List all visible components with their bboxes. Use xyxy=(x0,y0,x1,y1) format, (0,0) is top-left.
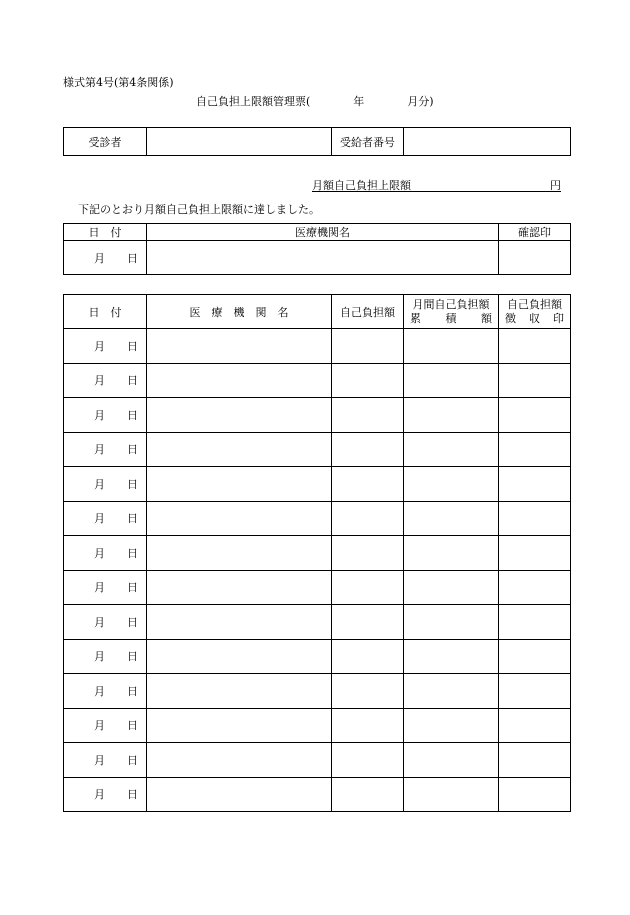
record-date-cell[interactable] xyxy=(64,639,147,674)
title-year: 年 xyxy=(353,95,365,108)
reach-stamp-cell[interactable] xyxy=(499,241,571,275)
month-label: 月 xyxy=(94,650,105,664)
record-stamp-cell[interactable] xyxy=(499,605,571,640)
record-copay-cell[interactable] xyxy=(332,536,404,571)
monthly-limit-field[interactable] xyxy=(422,177,542,191)
title-month-part: 月分) xyxy=(407,95,434,108)
month-label: 月 xyxy=(94,684,105,698)
reach-stamp-header: 確認印 xyxy=(499,224,571,241)
record-copay-cell[interactable] xyxy=(332,432,404,467)
day-label: 日 xyxy=(127,581,138,595)
day-label: 日 xyxy=(127,788,138,802)
record-copay-cell[interactable] xyxy=(332,329,404,364)
month-label: 月 xyxy=(94,581,105,595)
record-date-cell[interactable] xyxy=(64,329,147,364)
month-label: 月 xyxy=(94,615,105,629)
limit-reached-notice: 下記のとおり月額自己負担上限額に達しました。 xyxy=(78,203,320,216)
record-stamp-cell[interactable] xyxy=(499,329,571,364)
cumulative-header-char-3: 額 xyxy=(481,311,492,325)
record-date-cell[interactable] xyxy=(64,432,147,467)
record-stamp-cell[interactable] xyxy=(499,467,571,502)
record-stamp-cell[interactable] xyxy=(499,743,571,778)
table-row xyxy=(64,743,571,778)
record-cumulative-cell[interactable] xyxy=(404,363,499,398)
record-facility-cell[interactable] xyxy=(147,570,332,605)
record-date-cell[interactable] xyxy=(64,605,147,640)
record-date-cell[interactable] xyxy=(64,501,147,536)
table-row xyxy=(64,570,571,605)
reach-facility-cell[interactable] xyxy=(147,241,499,275)
stamp-header-char-3: 印 xyxy=(553,311,564,325)
table-row xyxy=(64,329,571,364)
record-cumulative-cell[interactable] xyxy=(404,398,499,433)
day-label: 日 xyxy=(127,615,138,629)
copay-record-table xyxy=(63,294,571,812)
day-label: 日 xyxy=(127,512,138,526)
record-date-header: 日 付 xyxy=(64,295,147,329)
record-copay-cell[interactable] xyxy=(332,363,404,398)
cumulative-header-char-2: 積 xyxy=(445,311,457,325)
record-cumulative-cell[interactable] xyxy=(404,708,499,743)
table-row xyxy=(64,501,571,536)
month-label: 月 xyxy=(94,477,105,491)
recipient-number-label: 受給者番号 xyxy=(332,128,404,156)
reach-date-cell[interactable] xyxy=(64,241,147,275)
record-stamp-cell[interactable] xyxy=(499,536,571,571)
monthly-limit-line xyxy=(312,177,561,192)
record-cumulative-cell[interactable] xyxy=(404,674,499,709)
month-label: 月 xyxy=(94,753,105,767)
record-facility-cell[interactable] xyxy=(147,329,332,364)
table-row xyxy=(64,605,571,640)
month-label: 月 xyxy=(94,251,105,265)
monthly-limit-label: 月額自己負担上限額 xyxy=(312,179,411,192)
record-cumulative-cell[interactable] xyxy=(404,329,499,364)
monthly-limit-unit: 円 xyxy=(550,179,561,192)
table-row xyxy=(64,432,571,467)
record-copay-header: 自己負担額 xyxy=(332,295,404,329)
day-label: 日 xyxy=(127,374,138,388)
table-row xyxy=(64,777,571,812)
month-label: 月 xyxy=(94,719,105,733)
record-cumulative-cell[interactable] xyxy=(404,467,499,502)
month-label: 月 xyxy=(94,339,105,353)
month-label: 月 xyxy=(94,408,105,422)
recipient-label: 受診者 xyxy=(64,128,147,156)
patient-info-table xyxy=(63,127,571,156)
table-row xyxy=(64,708,571,743)
record-facility-cell[interactable] xyxy=(147,432,332,467)
record-stamp-cell[interactable] xyxy=(499,570,571,605)
day-label: 日 xyxy=(127,443,138,457)
record-facility-cell[interactable] xyxy=(147,363,332,398)
title-main: 自己負担上限額管理票( xyxy=(196,95,311,108)
record-facility-cell[interactable] xyxy=(147,743,332,778)
record-cumulative-cell[interactable] xyxy=(404,536,499,571)
record-facility-cell[interactable] xyxy=(147,605,332,640)
table-row xyxy=(64,467,571,502)
table-row xyxy=(64,674,571,709)
reach-facility-header: 医療機関名 xyxy=(147,224,499,241)
table-row xyxy=(64,363,571,398)
cumulative-header-char-1: 累 xyxy=(410,311,421,325)
record-stamp-cell[interactable] xyxy=(499,639,571,674)
record-copay-cell[interactable] xyxy=(332,743,404,778)
month-label: 月 xyxy=(94,546,105,560)
record-copay-cell[interactable] xyxy=(332,570,404,605)
record-stamp-cell[interactable] xyxy=(499,363,571,398)
day-label: 日 xyxy=(127,339,138,353)
limit-reached-table xyxy=(63,223,571,275)
record-cumulative-cell[interactable] xyxy=(404,777,499,812)
record-cumulative-cell[interactable] xyxy=(404,432,499,467)
record-stamp-cell[interactable] xyxy=(499,777,571,812)
record-stamp-cell[interactable] xyxy=(499,432,571,467)
record-copay-cell[interactable] xyxy=(332,501,404,536)
record-stamp-cell[interactable] xyxy=(499,501,571,536)
record-facility-cell[interactable] xyxy=(147,398,332,433)
day-label: 日 xyxy=(127,753,138,767)
form-label: 様式第4号(第4条関係) xyxy=(63,76,174,89)
record-copay-cell[interactable] xyxy=(332,708,404,743)
month-label: 月 xyxy=(94,788,105,802)
month-label: 月 xyxy=(94,443,105,457)
day-label: 日 xyxy=(127,546,138,560)
record-cumulative-cell[interactable] xyxy=(404,743,499,778)
record-facility-cell[interactable] xyxy=(147,501,332,536)
table-row xyxy=(64,398,571,433)
record-date-cell[interactable] xyxy=(64,674,147,709)
stamp-header-line1: 自己負担額 xyxy=(507,297,562,311)
record-date-cell[interactable] xyxy=(64,708,147,743)
page-title xyxy=(196,93,446,109)
stamp-header-char-1: 徴 xyxy=(505,311,516,325)
record-date-cell[interactable] xyxy=(64,467,147,502)
recipient-number-field[interactable] xyxy=(404,128,571,156)
record-stamp-header xyxy=(499,295,571,329)
record-date-cell[interactable] xyxy=(64,743,147,778)
record-facility-cell[interactable] xyxy=(147,467,332,502)
stamp-header-char-2: 収 xyxy=(529,311,540,325)
table-row xyxy=(64,536,571,571)
reach-date-header: 日 付 xyxy=(64,224,147,241)
day-label: 日 xyxy=(127,650,138,664)
record-copay-cell[interactable] xyxy=(332,674,404,709)
day-label: 日 xyxy=(127,251,138,265)
record-date-cell[interactable] xyxy=(64,570,147,605)
record-stamp-cell[interactable] xyxy=(499,398,571,433)
record-copay-cell[interactable] xyxy=(332,639,404,674)
record-facility-header: 医 療 機 関 名 xyxy=(147,295,332,329)
record-copay-cell[interactable] xyxy=(332,398,404,433)
record-facility-cell[interactable] xyxy=(147,777,332,812)
recipient-field[interactable] xyxy=(147,128,332,156)
month-label: 月 xyxy=(94,374,105,388)
record-cumulative-cell[interactable] xyxy=(404,639,499,674)
record-date-cell[interactable] xyxy=(64,363,147,398)
record-cumulative-cell[interactable] xyxy=(404,605,499,640)
day-label: 日 xyxy=(127,719,138,733)
record-stamp-cell[interactable] xyxy=(499,708,571,743)
record-stamp-cell[interactable] xyxy=(499,674,571,709)
record-facility-cell[interactable] xyxy=(147,674,332,709)
record-rows xyxy=(64,329,571,812)
record-date-cell[interactable] xyxy=(64,536,147,571)
record-facility-cell[interactable] xyxy=(147,536,332,571)
record-facility-cell[interactable] xyxy=(147,708,332,743)
cumulative-header-line1: 月間自己負担額 xyxy=(412,297,490,311)
record-cumulative-header xyxy=(404,295,499,329)
record-copay-cell[interactable] xyxy=(332,777,404,812)
record-facility-cell[interactable] xyxy=(147,639,332,674)
month-label: 月 xyxy=(94,512,105,526)
record-date-cell[interactable] xyxy=(64,777,147,812)
record-cumulative-cell[interactable] xyxy=(404,570,499,605)
record-date-cell[interactable] xyxy=(64,398,147,433)
day-label: 日 xyxy=(127,408,138,422)
table-row xyxy=(64,639,571,674)
record-copay-cell[interactable] xyxy=(332,467,404,502)
record-copay-cell[interactable] xyxy=(332,605,404,640)
record-cumulative-cell[interactable] xyxy=(404,501,499,536)
day-label: 日 xyxy=(127,684,138,698)
day-label: 日 xyxy=(127,477,138,491)
